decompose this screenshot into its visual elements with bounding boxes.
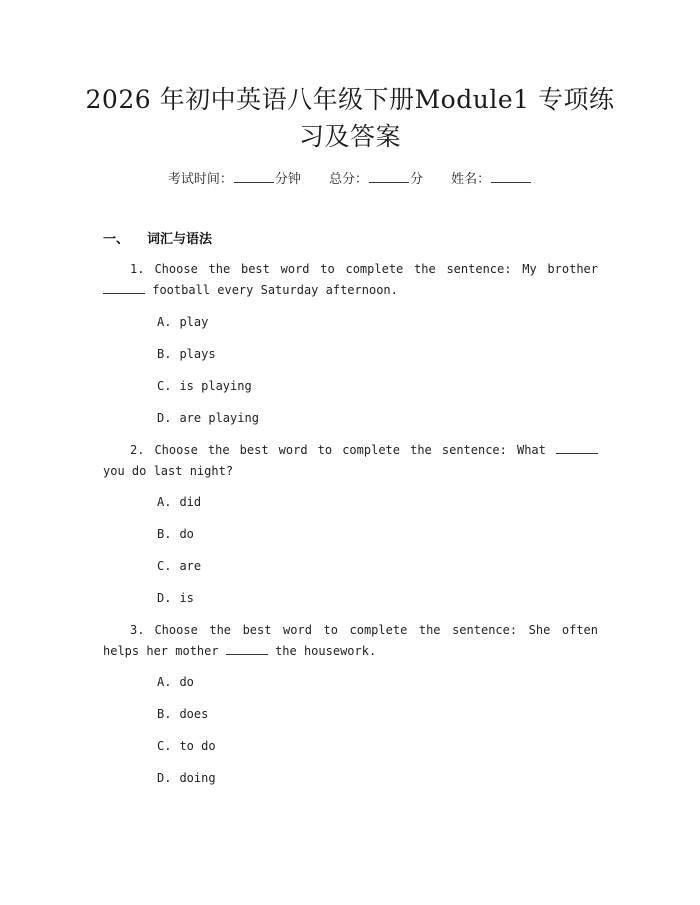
- option-text: are playing: [179, 411, 259, 425]
- option-d: [157, 409, 259, 427]
- question-text-before: Choose the best word to complete the sentence: My brother: [154, 262, 598, 276]
- total-score-blank: [369, 168, 409, 183]
- option-letter: B.: [157, 527, 172, 541]
- option-d: [157, 589, 194, 607]
- question-text-after: football every Saturday afternoon.: [152, 283, 398, 297]
- option-letter: B.: [157, 347, 172, 361]
- total-score-label: 总分：: [328, 172, 368, 187]
- option-letter: D.: [157, 771, 172, 785]
- option-letter: D.: [157, 411, 172, 425]
- question-text-before: Choose the best word to complete the sentence: What: [154, 443, 546, 457]
- exam-time-blank: [234, 168, 274, 183]
- option-letter: D.: [157, 591, 172, 605]
- option-letter: A.: [157, 495, 172, 509]
- question-1: [103, 259, 598, 301]
- question-text-after: you do last night?: [103, 464, 234, 478]
- option-a: [157, 493, 201, 511]
- option-letter: A.: [157, 675, 172, 689]
- exam-time-unit: 分钟: [274, 172, 301, 187]
- option-letter: B.: [157, 707, 172, 721]
- option-b: [157, 705, 208, 723]
- question-number: 1.: [130, 262, 145, 276]
- option-text: do: [179, 675, 194, 689]
- option-text: is: [179, 591, 194, 605]
- option-c: [157, 377, 252, 395]
- name-blank: [491, 168, 531, 183]
- question-number: 2.: [130, 443, 145, 457]
- question-number: 3.: [130, 623, 145, 637]
- option-d: [157, 769, 216, 787]
- question-text-before: Choose the best word to complete the sentence: She often helps her mother: [103, 623, 598, 658]
- option-text: do: [179, 527, 194, 541]
- answer-blank: [556, 441, 598, 454]
- question-text-after: the housework.: [275, 644, 377, 658]
- section-number: 一、: [103, 232, 130, 247]
- option-text: plays: [179, 347, 216, 361]
- exam-time-label: 考试时间：: [167, 172, 233, 187]
- option-letter: C.: [157, 739, 172, 753]
- option-a: [157, 313, 208, 331]
- option-b: [157, 345, 216, 363]
- name-field: [451, 168, 532, 190]
- option-text: doing: [179, 771, 216, 785]
- section-heading: [103, 230, 212, 250]
- option-text: did: [179, 495, 202, 509]
- exam-info-line: [0, 168, 700, 190]
- option-c: [157, 557, 201, 575]
- option-a: [157, 673, 194, 691]
- page-title-line-1: 2026 年初中英语八年级下册Module1 专项练: [85, 85, 615, 114]
- page-title-line-2: 习及答案: [298, 122, 401, 151]
- option-text: play: [179, 315, 209, 329]
- total-score-unit: 分: [410, 172, 424, 187]
- option-b: [157, 525, 194, 543]
- option-text: to do: [179, 739, 216, 753]
- section-title: 词汇与语法: [147, 232, 213, 247]
- exam-time-field: [168, 168, 301, 190]
- option-letter: C.: [157, 559, 172, 573]
- option-letter: A.: [157, 315, 172, 329]
- question-3: [103, 620, 598, 662]
- option-letter: C.: [157, 379, 172, 393]
- answer-blank: [226, 642, 268, 655]
- total-score-field: [329, 168, 423, 190]
- answer-blank: [103, 281, 145, 294]
- option-text: is playing: [179, 379, 252, 393]
- option-text: does: [179, 707, 209, 721]
- option-text: are: [179, 559, 202, 573]
- name-label: 姓名：: [451, 172, 491, 187]
- option-c: [157, 737, 216, 755]
- question-2: [103, 440, 598, 482]
